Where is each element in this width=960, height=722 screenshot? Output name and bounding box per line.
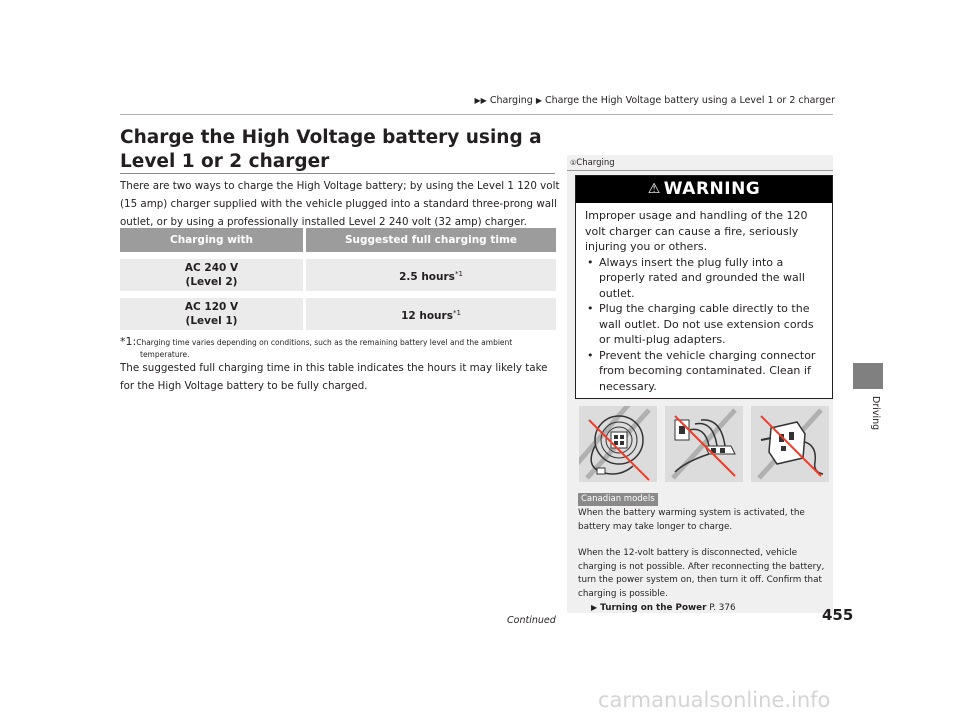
multi-plug-adapter-illustration <box>751 406 829 482</box>
footnote-ref[interactable]: *1 <box>452 308 461 317</box>
watermark: carmanualsonline.info <box>598 688 831 712</box>
header-divider <box>120 114 833 115</box>
table-cell-source: AC 120 V (Level 1) <box>120 298 306 330</box>
warning-lead: Improper usage and handling of the 120 volt charger can cause a fire, seriously injuring you or others. <box>585 209 808 253</box>
list-item: • Always insert the plug fully into a properly rated and grounded the wall outlet. <box>585 255 824 302</box>
warning-header: ⚠ WARNING <box>576 176 832 203</box>
breadcrumb-item-charging[interactable]: Charging <box>489 95 533 106</box>
extension-reel-illustration <box>579 406 657 482</box>
table-cell-time: 2.5 hours$^{*1}$ <box>306 259 556 291</box>
table-cell-source: AC 240 V (Level 2) <box>120 259 306 291</box>
table-header-charging-time: Suggested full charging time <box>306 228 556 252</box>
table-header-charging-with: Charging with <box>120 228 306 252</box>
list-item: • Prevent the vehicle charging connector from becoming contaminated. Clean if necessary. <box>585 348 824 395</box>
intro-text: There are two ways to charge the High Voltage battery; by using the Level 1 120 volt (15 amp) charger supplied with the vehicle plugged into a standard three-prong wall outlet, or by using a professionally installed Level 2 240 volt (32 amp) charger. <box>120 180 560 228</box>
reference-icon: ① <box>570 159 577 167</box>
sidebar-heading: ①Charging <box>570 158 615 168</box>
sidebar-panel <box>567 155 833 613</box>
title-divider <box>120 173 555 174</box>
sidebar-note: When the battery warming system is activated, the battery may take longer to charge. <box>578 508 805 532</box>
breadcrumb-item-current[interactable]: Charge the High Voltage battery using a Level 1 or 2 charger <box>545 95 835 106</box>
table-row <box>120 298 556 330</box>
chapter-tab-marker <box>853 363 883 389</box>
footnote-mark: *1: <box>120 335 137 348</box>
footnote-text: Charging time varies depending on conditions, such as the remaining battery level and the ambient <box>136 338 513 347</box>
sidebar-divider <box>567 170 833 171</box>
list-item: • Plug the charging cable directly to the wall outlet. Do not use extension cords or multi-plug adapters. <box>585 301 824 348</box>
warning-list <box>585 255 824 395</box>
chapter-tab-label: Driving <box>870 396 881 431</box>
breadcrumb-arrow-icon: ▶ <box>535 96 542 105</box>
table-cell-time: 12 hours$^{*1}$ <box>306 298 556 330</box>
charging-time-table <box>120 228 556 330</box>
region-badge: Canadian models <box>578 493 658 506</box>
section-title: Charge the High Voltage battery using a Level 1 or 2 charger <box>120 127 542 172</box>
warning-triangle-icon: ⚠ <box>647 181 661 197</box>
table-row <box>120 259 556 291</box>
sidebar-note: When the 12-volt battery is disconnected, vehicle charging is not possible. After reconnecting the battery, turn the power system on, then turn it off. Confirm that charging is possible. <box>578 548 825 599</box>
reference-arrow-icon: ▶ <box>591 603 598 612</box>
cross-reference-link[interactable]: ▶ Turning on the Power P. 376 <box>591 603 736 613</box>
footnote-text-cont: temperature. <box>140 350 190 359</box>
continued-label: Continued <box>507 615 556 626</box>
body-paragraph: The suggested full charging time in this table indicates the hours it may likely take for the High Voltage battery to be fully charged. <box>120 362 548 392</box>
breadcrumb <box>470 95 835 106</box>
footnote <box>120 336 560 361</box>
footnote-ref[interactable]: *1 <box>454 269 463 278</box>
page-number: 455 <box>822 606 854 624</box>
breadcrumb-arrow-icon: ▶▶ <box>474 96 487 105</box>
power-strip-illustration <box>665 406 743 482</box>
warning-box <box>575 175 833 399</box>
sidebar-notes <box>578 507 828 616</box>
